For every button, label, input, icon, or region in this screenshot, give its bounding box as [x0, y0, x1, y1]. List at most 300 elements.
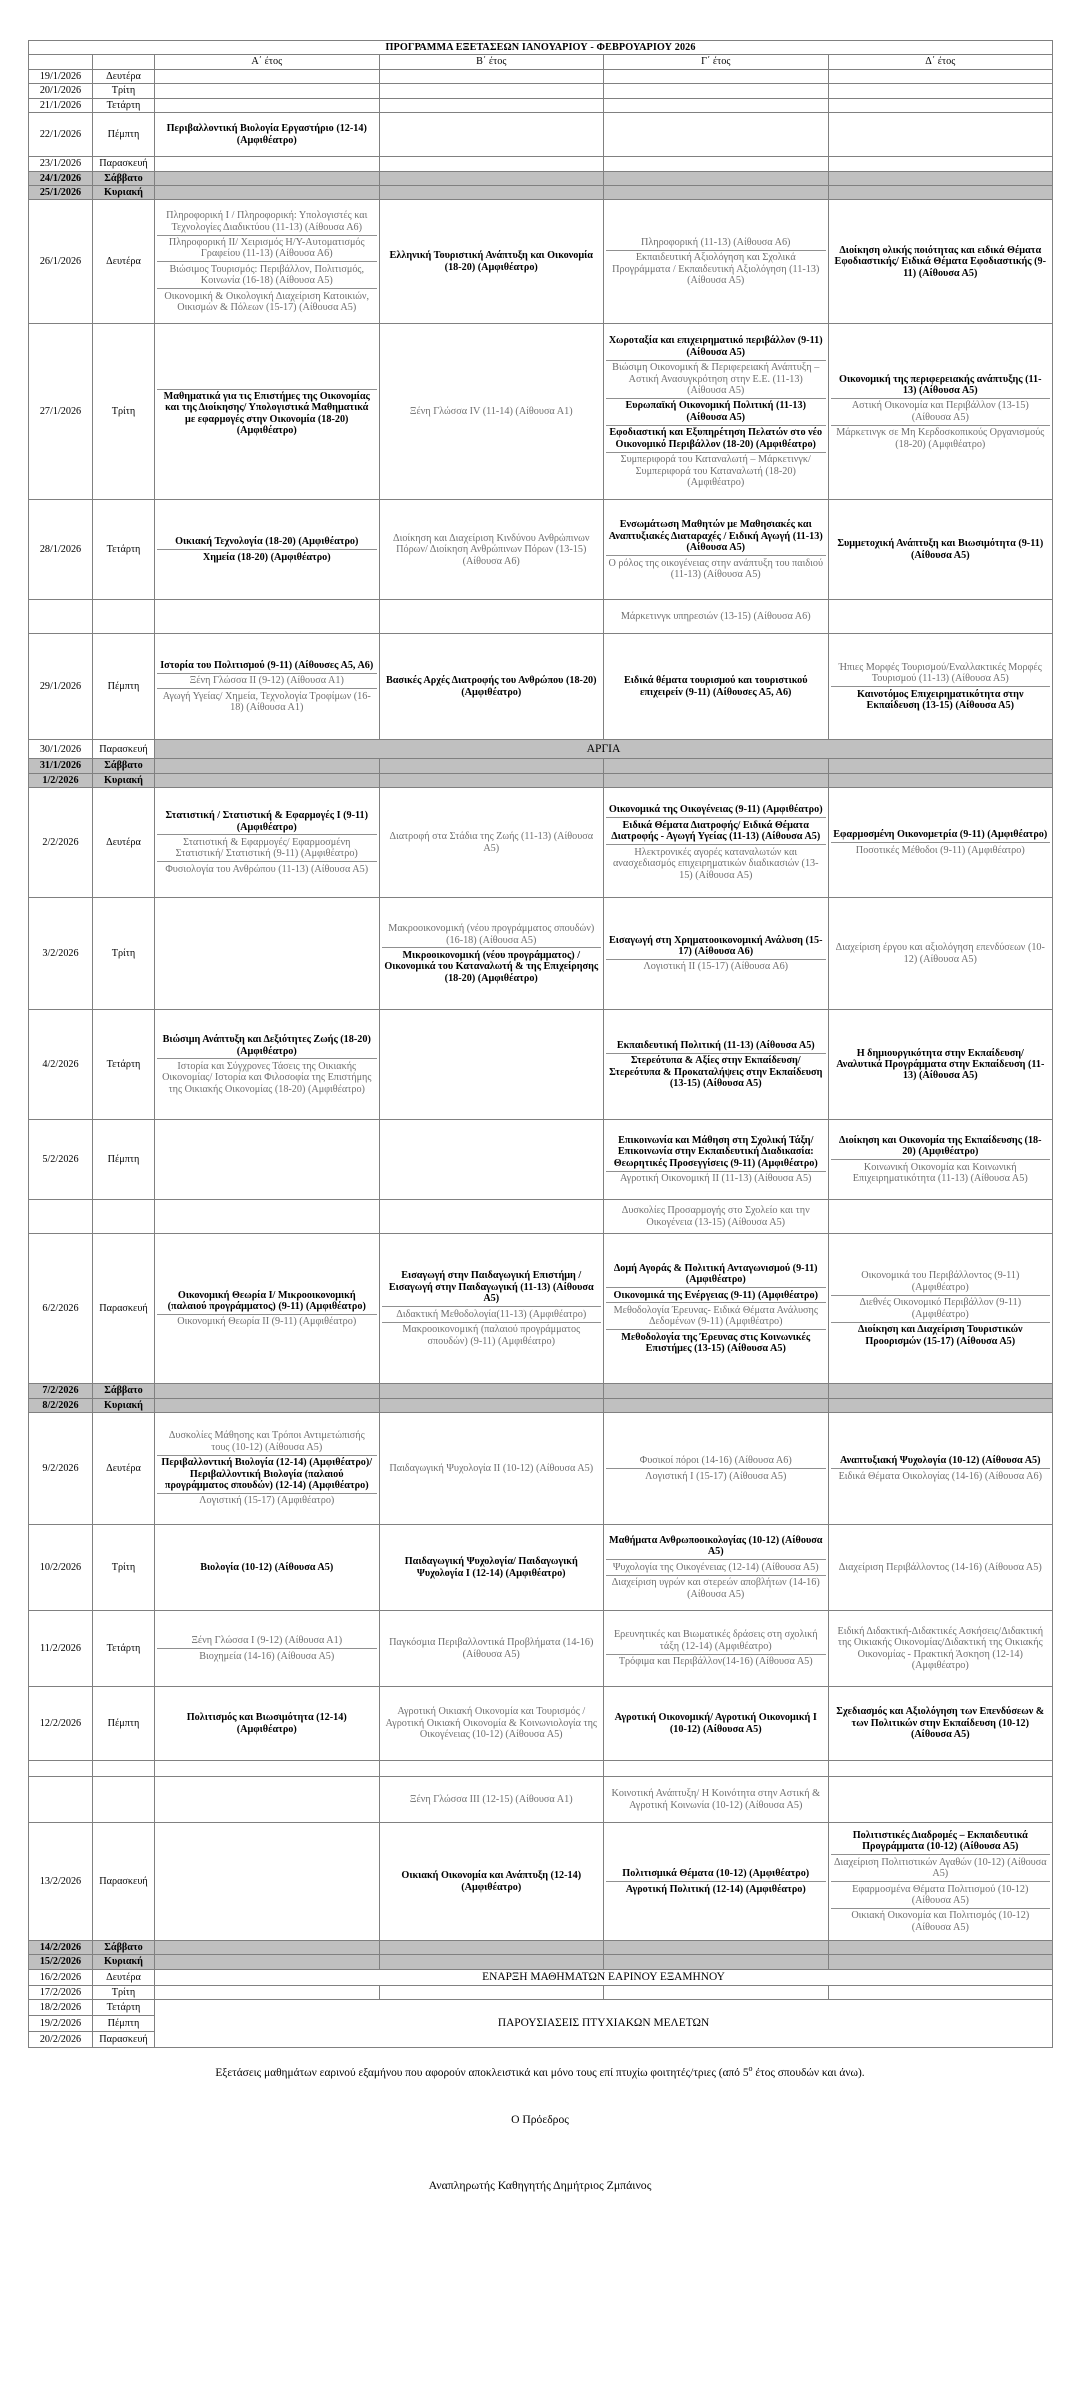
row-date: 8/2/2026	[29, 1398, 93, 1412]
header-day	[93, 55, 155, 69]
exam-schedule-table	[28, 40, 1053, 2048]
subject-entry: Κοινωνική Οικονομία και Κοινωνική Επιχειρηματικότητα (11-13) (Αίθουσα Α5)	[852, 1161, 1028, 1185]
table-row	[29, 1955, 1053, 1969]
year-2-cell	[379, 1384, 604, 1398]
table-row	[29, 1398, 1053, 1412]
year-4-cell	[828, 113, 1053, 157]
year-1-cell	[155, 1234, 380, 1384]
row-day: Παρασκευή	[93, 1234, 155, 1384]
table-row	[29, 1985, 1053, 1999]
subject-entry: Φυσιολογία του Ανθρώπου (11-13) (Αίθουσα Α5)	[165, 863, 369, 875]
year-4-cell	[828, 1941, 1053, 1955]
table-row	[29, 1611, 1053, 1687]
row-day	[93, 1761, 155, 1777]
subject-entry: Μεθοδολογία Έρευνας- Ειδικά Θέματα Ανάλυσης Δεδομένων (9-11) (Αμφιθέατρο)	[606, 1303, 826, 1330]
table-row	[29, 740, 1053, 759]
president-label: Ο Πρόεδρος	[511, 2113, 569, 2127]
subject-entry: Εισαγωγή στη Χρηματοοικονομική Ανάλυση (15-17) (Αίθουσα Α6)	[606, 933, 826, 960]
year-4-cell	[828, 84, 1053, 98]
subject-entry: Διεθνές Οικονομικό Περιβάλλον (9-11) (Αμφιθέατρο)	[831, 1296, 1051, 1323]
year-4-cell	[828, 1398, 1053, 1412]
year-3-cell	[604, 788, 829, 898]
year-1-cell	[155, 1823, 380, 1941]
subject-entry: Ηλεκτρονικές αγορές καταναλωτών και ανασχεδιασμός επιχειρηματικών διαδικασιών (13-15) (Αίθουσα Α5)	[612, 846, 819, 881]
year-3-cell	[604, 1525, 829, 1611]
subject-entry: Οικονομική της περιφερειακής ανάπτυξης (11-13) (Αίθουσα Α5)	[831, 372, 1051, 399]
year-4-cell	[828, 1687, 1053, 1761]
year-2-cell	[379, 84, 604, 98]
year-2-cell	[379, 200, 604, 324]
signature-name: Αναπληρωτής Καθηγητής Δημήτριος Ζμπάινος	[428, 2178, 652, 2193]
subject-stack	[606, 803, 826, 883]
subject-entry: Πολιτιστικές Διαδρομές – Εκπαιδευτικά Προγράμματα (10-12) (Αίθουσα Α5)	[831, 1828, 1051, 1855]
row-day: Τρίτη	[93, 898, 155, 1010]
year-3-cell	[604, 1384, 829, 1398]
table-row	[29, 1823, 1053, 1941]
year-3-cell	[604, 1611, 829, 1687]
row-day: Δευτέρα	[93, 1413, 155, 1525]
subject-stack	[157, 1634, 377, 1664]
subject-entry: Εκπαιδευτική Πολιτική (11-13) (Αίθουσα Α5)	[606, 1038, 826, 1053]
row-date: 2/2/2026	[29, 788, 93, 898]
year-4-cell	[828, 634, 1053, 740]
table-row	[29, 1234, 1053, 1384]
year-1-cell	[155, 1941, 380, 1955]
subject-entry: Αγωγή Υγείας/ Χημεία, Τεχνολογία Τροφίμων (16-18) (Αίθουσα Α1)	[162, 690, 371, 714]
year-4-cell	[828, 1384, 1053, 1398]
row-date	[29, 1761, 93, 1777]
subject-entry: Ιστορία του Πολιτισμού (9-11) (Αίθουσες Α5, Α6)	[157, 659, 377, 674]
year-1-cell	[155, 788, 380, 898]
subject-entry: Κοινοτική Ανάπτυξη/ Η Κοινότητα στην Αστική & Αγροτική Κοινωνία (10-12) (Αίθουσα Α5)	[611, 1788, 821, 1811]
row-date: 7/2/2026	[29, 1384, 93, 1398]
year-4-cell	[828, 600, 1053, 634]
year-3-cell	[604, 69, 829, 83]
subject-entry: Εκπαιδευτική Αξιολόγηση και Σχολικά Προγράμματα / Εκπαιδευτική Αξιολόγηση (11-13) (Αίθουσα Α5)	[612, 252, 820, 287]
row-day: Τρίτη	[93, 84, 155, 98]
subject-entry: Πληροφορική Ι / Πληροφορική: Υπολογιστές και Τεχνολογίες Διαδικτύου (11-13) (Αίθουσα Α6)	[157, 209, 377, 236]
row-date: 1/2/2026	[29, 773, 93, 787]
year-3-cell	[604, 1955, 829, 1969]
subject-entry: Διαχείριση έργου και αξιολόγηση επενδύσεων (10-12) (Αίθουσα Α5)	[835, 942, 1045, 965]
table-row	[29, 200, 1053, 324]
year-4-cell	[828, 1120, 1053, 1200]
subject-entry: Πολιτισμικά Θέματα (10-12) (Αμφιθέατρο)	[606, 1867, 826, 1882]
row-date	[29, 1200, 93, 1234]
row-day: Τρίτη	[93, 1525, 155, 1611]
year-3-cell	[604, 1010, 829, 1120]
subject-entry: Βασικές Αρχές Διατροφής του Ανθρώπου (18-20) (Αμφιθέατρο)	[385, 675, 597, 698]
year-1-cell	[155, 1384, 380, 1398]
subject-entry: Δυσκολίες Προσαρμογής στο Σχολείο και την Οικογένεια (13-15) (Αίθουσα Α5)	[621, 1205, 810, 1228]
row-day: Δευτέρα	[93, 788, 155, 898]
year-4-cell	[828, 98, 1053, 112]
row-date: 4/2/2026	[29, 1010, 93, 1120]
footer-note-post: έτος σπουδών και άνω).	[752, 2067, 865, 2080]
subject-entry: Δυσκολίες Μάθησης και Τρόποι Αντιμετώπισής τους (10-12) (Αίθουσα Α5)	[157, 1429, 377, 1456]
subject-entry: Εφαρμοσμένα Θέματα Πολιτισμού (10-12) (Αίθουσα Α5)	[831, 1882, 1051, 1909]
table-row	[29, 634, 1053, 740]
subject-entry: Χημεία (18-20) (Αμφιθέατρο)	[202, 551, 331, 563]
table-row	[29, 69, 1053, 83]
year-4-cell	[828, 1413, 1053, 1525]
table-header-row	[29, 55, 1053, 69]
header-year-4: Δ΄ έτος	[828, 55, 1053, 69]
subject-entry: Παιδαγωγική Ψυχολογία ΙΙ (10-12) (Αίθουσα Α5)	[389, 1462, 594, 1474]
subject-stack	[606, 236, 826, 289]
subject-stack	[831, 661, 1051, 714]
row-date: 14/2/2026	[29, 1941, 93, 1955]
year-2-cell	[379, 1823, 604, 1941]
subject-entry: Μάρκετινγκ υπηρεσιών (13-15) (Αίθουσα Α6)	[620, 611, 811, 623]
subject-entry: Ο ρόλος της οικογένειας στην ανάπτυξη του παιδιού (11-13) (Αίθουσα Α5)	[608, 557, 824, 580]
year-3-cell	[604, 1120, 829, 1200]
row-day: Κυριακή	[93, 185, 155, 199]
year-2-cell	[379, 113, 604, 157]
table-row	[29, 1969, 1053, 1985]
subject-entry: Συμπεριφορά του Καταναλωτή – Μάρκετινγκ/ Συμπεριφορά του Καταναλωτή (18-20) (Αμφιθέατρο)	[620, 454, 811, 488]
year-3-cell	[604, 1687, 829, 1761]
row-date: 31/1/2026	[29, 759, 93, 773]
year-3-cell	[604, 773, 829, 787]
year-2-cell	[379, 500, 604, 600]
thesis-presentations-banner: ΠΑΡΟΥΣΙΑΣΕΙΣ ΠΤΥΧΙΑΚΩΝ ΜΕΛΕΤΩΝ	[155, 2000, 1053, 2048]
year-1-cell	[155, 1525, 380, 1611]
row-day: Τετάρτη	[93, 1010, 155, 1120]
row-date: 21/1/2026	[29, 98, 93, 112]
year-2-cell	[379, 1010, 604, 1120]
header-date	[29, 55, 93, 69]
subject-stack	[606, 1261, 826, 1356]
row-date: 5/2/2026	[29, 1120, 93, 1200]
year-1-cell	[155, 171, 380, 185]
year-4-cell	[828, 1200, 1053, 1234]
subject-entry: Ξένη Γλώσσα ΙΙΙ (12-15) (Αίθουσα Α1)	[409, 1793, 573, 1805]
row-date: 9/2/2026	[29, 1413, 93, 1525]
year-2-cell	[379, 157, 604, 171]
row-day: Κυριακή	[93, 1398, 155, 1412]
row-day: Κυριακή	[93, 773, 155, 787]
year-2-cell	[379, 324, 604, 500]
subject-entry: Αγροτική Οικονομική ΙΙ (11-13) (Αίθουσα Α5)	[620, 1173, 812, 1185]
subject-entry: Βιοχημεία (14-16) (Αίθουσα Α5)	[199, 1650, 335, 1662]
year-3-cell	[604, 1234, 829, 1384]
subject-entry: Χωροταξία και επιχειρηματικό περιβάλλον (9-11) (Αίθουσα Α5)	[606, 334, 826, 361]
year-1-cell	[155, 759, 380, 773]
subject-stack	[831, 1133, 1051, 1186]
table-row	[29, 1941, 1053, 1955]
year-1-cell	[155, 98, 380, 112]
subject-stack	[606, 1867, 826, 1897]
year-2-cell	[379, 1525, 604, 1611]
year-1-cell	[155, 1611, 380, 1687]
year-3-cell	[604, 171, 829, 185]
year-2-cell	[379, 1398, 604, 1412]
year-4-cell	[828, 324, 1053, 500]
year-2-cell	[379, 1611, 604, 1687]
year-2-cell	[379, 185, 604, 199]
table-title-row	[29, 41, 1053, 55]
table-row	[29, 113, 1053, 157]
subject-entry: Λογιστική Ι (15-17) (Αίθουσα Α5)	[645, 1470, 787, 1482]
row-day: Παρασκευή	[93, 740, 155, 759]
year-4-cell	[828, 1525, 1053, 1611]
table-row	[29, 2000, 1053, 2016]
year-2-cell	[379, 634, 604, 740]
year-1-cell	[155, 600, 380, 634]
year-2-cell	[379, 1941, 604, 1955]
year-1-cell	[155, 773, 380, 787]
subject-stack	[157, 1429, 377, 1509]
year-2-cell	[379, 759, 604, 773]
subject-entry: Ειδικά Θέματα Οικολογίας (14-16) (Αίθουσα Α6)	[838, 1470, 1042, 1482]
row-day: Τρίτη	[93, 1985, 155, 1999]
year-4-cell	[828, 69, 1053, 83]
subject-entry: Οικονομικά της Οικογένειας (9-11) (Αμφιθέατρο)	[606, 803, 826, 818]
row-date: 22/1/2026	[29, 113, 93, 157]
year-1-cell	[155, 324, 380, 500]
row-day: Δευτέρα	[93, 69, 155, 83]
row-day: Πέμπτη	[93, 2016, 155, 2032]
table-row	[29, 84, 1053, 98]
year-3-cell	[604, 98, 829, 112]
table-row	[29, 1777, 1053, 1823]
year-1-cell	[155, 500, 380, 600]
row-day: Πέμπτη	[93, 113, 155, 157]
subject-entry: Ψυχολογία της Οικογένειας (12-14) (Αίθουσα Α5)	[606, 1560, 826, 1575]
subject-entry: Λογιστική ΙΙ (15-17) (Αίθουσα Α6)	[643, 961, 789, 973]
row-day	[93, 600, 155, 634]
year-3-cell	[604, 200, 829, 324]
subject-entry: Εισαγωγή στην Παιδαγωγική Επιστήμη /Εισαγωγή στην Παιδαγωγική (11-13) (Αίθουσα Α5)	[382, 1269, 602, 1307]
row-day: Δευτέρα	[93, 200, 155, 324]
subject-stack	[157, 209, 377, 315]
subject-entry: Ιστορία και Σύγχρονες Τάσεις της Οικιακής Οικονομίας/ Ιστορία και Φιλοσοφία της Επιστήμης της Οικιακής Οικονομίας (18-20) (Αμφιθέατρο)	[162, 1060, 372, 1095]
year-3-cell	[604, 185, 829, 199]
year-2-cell	[379, 171, 604, 185]
subject-entry: Ευρωπαϊκή Οικονομική Πολιτική (11-13) (Αίθουσα Α5)	[606, 399, 826, 426]
row-day: Σάββατο	[93, 1384, 155, 1398]
row-day: Δευτέρα	[93, 1969, 155, 1985]
subject-entry: Ξένη Γλώσσα ΙΙ (9-12) (Αίθουσα Α1)	[157, 674, 377, 689]
row-day: Κυριακή	[93, 1955, 155, 1969]
subject-entry: Παγκόσμια Περιβαλλοντικά Προβλήματα (14-16) (Αίθουσα Α5)	[389, 1637, 594, 1660]
row-date: 6/2/2026	[29, 1234, 93, 1384]
table-row	[29, 1525, 1053, 1611]
year-3-cell	[604, 1777, 829, 1823]
subject-entry: Εφαρμοσμένη Οικονομετρία (9-11) (Αμφιθέατρο)	[831, 828, 1051, 843]
year-1-cell	[155, 1955, 380, 1969]
subject-entry: Ειδικά θέματα τουρισμού και τουριστικού επιχειρείν (9-11) (Αίθουσες Α5, Α6)	[623, 675, 808, 698]
year-1-cell	[155, 898, 380, 1010]
table-row	[29, 1200, 1053, 1234]
subject-stack	[831, 1828, 1051, 1934]
row-date: 3/2/2026	[29, 898, 93, 1010]
subject-entry: Συμμετοχική Ανάπτυξη και Βιωσιμότητα (9-11) (Αίθουσα Α5)	[837, 538, 1044, 561]
footer-note-pre: Εξετάσεις μαθημάτων εαρινού εξαμήνου που αφορούν αποκλειστικά και μόνο τους επί πτυχίω φοιτητές/τριες (από 5	[215, 2067, 749, 2080]
subject-entry: Παιδαγωγική Ψυχολογία/ Παιδαγωγική Ψυχολογία Ι (12-14) (Αμφιθέατρο)	[404, 1556, 578, 1579]
subject-entry: Πολιτισμός και Βιωσιμότητα (12-14) (Αμφιθέατρο)	[186, 1712, 347, 1735]
table-row	[29, 171, 1053, 185]
row-date: 12/2/2026	[29, 1687, 93, 1761]
subject-entry: Μακροοικονομική (παλαιού προγράμματος σπουδών) (9-11) (Αμφιθέατρο)	[402, 1324, 581, 1347]
row-date: 23/1/2026	[29, 157, 93, 171]
subject-stack	[382, 1269, 602, 1349]
table-row	[29, 1384, 1053, 1398]
row-date: 11/2/2026	[29, 1611, 93, 1687]
subject-entry: Οικονομική Θεωρία Ι/ Μικροοικονομική (παλαιού προγράμματος) (9-11) (Αμφιθέατρο)	[157, 1288, 377, 1315]
subject-entry: Διαχείριση υγρών και στερεών αποβλήτων (14-16) (Αίθουσα Α5)	[611, 1577, 820, 1600]
year-4-cell	[828, 759, 1053, 773]
subject-entry: Μικροοικονομική (νέου προγράμματος) / Οικονομικά του Καταναλωτή & της Επιχείρησης (18-20) (Αμφιθέατρο)	[384, 949, 599, 984]
year-2-cell	[379, 1955, 604, 1969]
row-day: Τετάρτη	[93, 2000, 155, 2016]
year-4-cell	[828, 1234, 1053, 1384]
year-1-cell	[155, 1010, 380, 1120]
subject-entry: Βιώσιμη Ανάπτυξη και Δεξιότητες Ζωής (18-20) (Αμφιθέατρο)	[157, 1033, 377, 1060]
table-row	[29, 1761, 1053, 1777]
year-1-cell	[155, 69, 380, 83]
footer-note	[28, 2064, 1052, 2079]
subject-entry: Ενσωμάτωση Μαθητών με Μαθησιακές και Αναπτυξιακές Διαταραχές / Ειδική Αγωγή (11-13) (Αίθουσα Α5)	[606, 518, 826, 556]
year-2-cell	[379, 1120, 604, 1200]
subject-entry: Αγροτική Πολιτική (12-14) (Αμφιθέατρο)	[625, 1883, 806, 1895]
year-2-cell	[379, 898, 604, 1010]
subject-entry: Διοίκηση ολικής ποιότητας και ειδικά Θέματα Εφοδιαστικής/ Ειδικά Θέματα Εφοδιαστικής (9-11) (Αίθουσα Α5)	[834, 244, 1047, 279]
year-1-cell	[155, 634, 380, 740]
year-4-cell	[828, 1777, 1053, 1823]
subject-entry: Οικονομική & Οικολογική Διαχείριση Κατοικιών, Οικισμών & Πόλεων (15-17) (Αίθουσα Α5)	[164, 290, 370, 314]
subject-entry: Βιώσιμος Τουρισμός: Περιβάλλον, Πολιτισμός, Κοινωνία (16-18) (Αίθουσα Α5)	[157, 262, 377, 289]
subject-entry: Οικονομικά του Περιβάλλοντος (9-11) (Αμφιθέατρο)	[831, 1269, 1051, 1296]
table-row	[29, 600, 1053, 634]
year-3-cell	[604, 1941, 829, 1955]
year-2-cell	[379, 1777, 604, 1823]
subject-entry: Οικονομικά της Ενέργειας (9-11) (Αμφιθέατρο)	[606, 1288, 826, 1303]
subject-entry: Διοίκηση και Διαχείριση Τουριστικών Προορισμών (15-17) (Αίθουσα Α5)	[857, 1324, 1023, 1347]
year-1-cell	[155, 1985, 380, 1999]
year-2-cell	[379, 1413, 604, 1525]
row-day: Παρασκευή	[93, 157, 155, 171]
subject-entry: Περιβαλλοντική Βιολογία (12-14) (Αμφιθέατρο)/ Περιβαλλοντική Βιολογία (παλαιού προγράμματος σπουδών) (12-14) (Αμφιθέατρο)	[157, 1456, 377, 1494]
row-date: 16/2/2026	[29, 1969, 93, 1985]
year-4-cell	[828, 788, 1053, 898]
subject-stack	[606, 334, 826, 490]
subject-entry: Δομή Αγοράς & Πολιτική Ανταγωνισμού (9-11) (Αμφιθέατρο)	[606, 1261, 826, 1288]
header-year-2: Β΄ έτος	[379, 55, 604, 69]
table-row	[29, 500, 1053, 600]
subject-entry: Ξένη Γλώσσα IV (11-14) (Αίθουσα Α1)	[409, 406, 573, 418]
row-date	[29, 600, 93, 634]
year-2-cell	[379, 69, 604, 83]
year-1-cell	[155, 200, 380, 324]
subject-stack	[606, 1133, 826, 1186]
row-date: 25/1/2026	[29, 185, 93, 199]
row-day: Σάββατο	[93, 171, 155, 185]
year-1-cell	[155, 1687, 380, 1761]
subject-stack	[831, 828, 1051, 858]
row-day: Πέμπτη	[93, 1120, 155, 1200]
year-2-cell	[379, 788, 604, 898]
year-2-cell	[379, 1761, 604, 1777]
subject-entry: Πληροφορική (11-13) (Αίθουσα Α6)	[606, 236, 826, 251]
subject-stack	[157, 809, 377, 877]
row-day	[93, 1777, 155, 1823]
page-title: ΠΡΟΓΡΑΜΜΑ ΕΞΕΤΑΣΕΩΝ ΙΑΝΟΥΑΡΙΟΥ - ΦΕΒΡΟΥΑΡΙΟΥ 2026	[29, 41, 1053, 55]
subject-entry: Ελληνική Τουριστική Ανάπτυξη και Οικονομία (18-20) (Αμφιθέατρο)	[389, 250, 593, 273]
subject-stack	[606, 933, 826, 974]
subject-stack	[606, 518, 826, 582]
subject-entry: Ερευνητικές και Βιωματικές δράσεις στη σχολική τάξη (12-14) (Αμφιθέατρο)	[606, 1628, 826, 1655]
subject-entry: Τρόφιμα και Περιβάλλον(14-16) (Αίθουσα Α5)	[618, 1656, 813, 1668]
subject-stack	[831, 1269, 1051, 1349]
subject-entry: Διαχείριση Περιβάλλοντος (14-16) (Αίθουσα Α5)	[838, 1561, 1042, 1573]
row-date: 28/1/2026	[29, 500, 93, 600]
row-day: Τρίτη	[93, 324, 155, 500]
subject-entry: Αναπτυξιακή Ψυχολογία (10-12) (Αίθουσα Α5)	[831, 1454, 1051, 1469]
subject-entry: Διοίκηση και Οικονομία της Εκπαίδευσης (18-20) (Αμφιθέατρο)	[831, 1133, 1051, 1160]
table-row	[29, 1010, 1053, 1120]
row-date: 10/2/2026	[29, 1525, 93, 1611]
table-row	[29, 1120, 1053, 1200]
subject-entry: Ποσοτικές Μέθοδοι (9-11) (Αμφιθέατρο)	[855, 844, 1025, 856]
subject-entry: Ξένη Γλώσσα Ι (9-12) (Αίθουσα Α1)	[157, 1634, 377, 1649]
subject-entry: Διατροφή στα Στάδια της Ζωής (11-13) (Αίθουσα Α5)	[389, 831, 594, 854]
row-day: Σάββατο	[93, 1941, 155, 1955]
subject-entry: Διαχείριση Πολιτιστικών Αγαθών (10-12) (Αίθουσα Α5)	[831, 1855, 1051, 1882]
table-row	[29, 324, 1053, 500]
holiday-banner: ΑΡΓΙΑ	[155, 740, 1053, 759]
year-2-cell	[379, 1234, 604, 1384]
year-4-cell	[828, 1611, 1053, 1687]
subject-stack	[157, 659, 377, 716]
table-row	[29, 773, 1053, 787]
year-1-cell	[155, 1120, 380, 1200]
subject-entry: Στατιστική / Στατιστική & Εφαρμογές Ι (9-11) (Αμφιθέατρο)	[157, 809, 377, 836]
year-3-cell	[604, 113, 829, 157]
subject-entry: Μαθηματικά για τις Επιστήμες της Οικονομίας και της Διοίκησης/ Υπολογιστικά Μαθηματικά με εφαρμογές στην Οικονομία (18-20) (Αμφιθέατρο)	[163, 391, 370, 437]
year-3-cell	[604, 1398, 829, 1412]
subject-entry: Αστική Οικονομία και Περιβάλλον (13-15) (Αίθουσα Α5)	[831, 399, 1051, 426]
year-4-cell	[828, 773, 1053, 787]
footer-note-sup: ο	[748, 2064, 753, 2074]
subject-entry: Ειδικά Θέματα Διατροφής/ Ειδικά Θέματα Διατροφής - Αγωγή Υγείας (11-13) (Αίθουσα Α5)	[606, 818, 826, 845]
table-row	[29, 898, 1053, 1010]
year-2-cell	[379, 1687, 604, 1761]
year-3-cell	[604, 759, 829, 773]
subject-entry: Περιβαλλοντική Βιολογία Εργαστήριο (12-14) (Αμφιθέατρο)	[166, 123, 367, 146]
subject-entry: Καινοτόμος Επιχειρηματικότητα στην Εκπαίδευση (13-15) (Αίθουσα Α5)	[857, 688, 1024, 712]
subject-stack	[382, 922, 602, 986]
subject-entry: Πληροφορική ΙI/ Χειρισμός Η/Υ-Αυτοματισμός Γραφείου (11-13) (Αίθουσα Α6)	[157, 236, 377, 263]
year-3-cell	[604, 1823, 829, 1941]
row-date: 18/2/2026	[29, 2000, 93, 2016]
subject-entry: Στατιστική & Εφαρμογές/ Εφαρμοσμένη Στατιστική/ Στατιστική (9-11) (Αμφιθέατρο)	[157, 835, 377, 862]
row-date: 29/1/2026	[29, 634, 93, 740]
subject-entry: Μακροοικονομική (νέου προγράμματος σπουδών) (16-18) (Αίθουσα Α5)	[382, 922, 602, 949]
header-year-3: Γ΄ έτος	[604, 55, 829, 69]
row-date: 20/2/2026	[29, 2032, 93, 2048]
subject-entry: Επικοινωνία και Μάθηση στη Σχολική Τάξη/ Επικοινωνία στην Εκπαιδευτική Διαδικασία: Θεωρητικές Προσεγγίσεις (9-11) (Αμφιθέατρο)	[606, 1133, 826, 1171]
row-day: Τετάρτη	[93, 500, 155, 600]
year-3-cell	[604, 157, 829, 171]
subject-entry: Διδακτική Μεθοδολογία(11-13) (Αμφιθέατρο)	[382, 1307, 602, 1322]
year-2-cell	[379, 773, 604, 787]
subject-stack	[157, 535, 377, 565]
row-date: 20/1/2026	[29, 84, 93, 98]
subject-stack	[606, 1533, 826, 1601]
row-date: 24/1/2026	[29, 171, 93, 185]
